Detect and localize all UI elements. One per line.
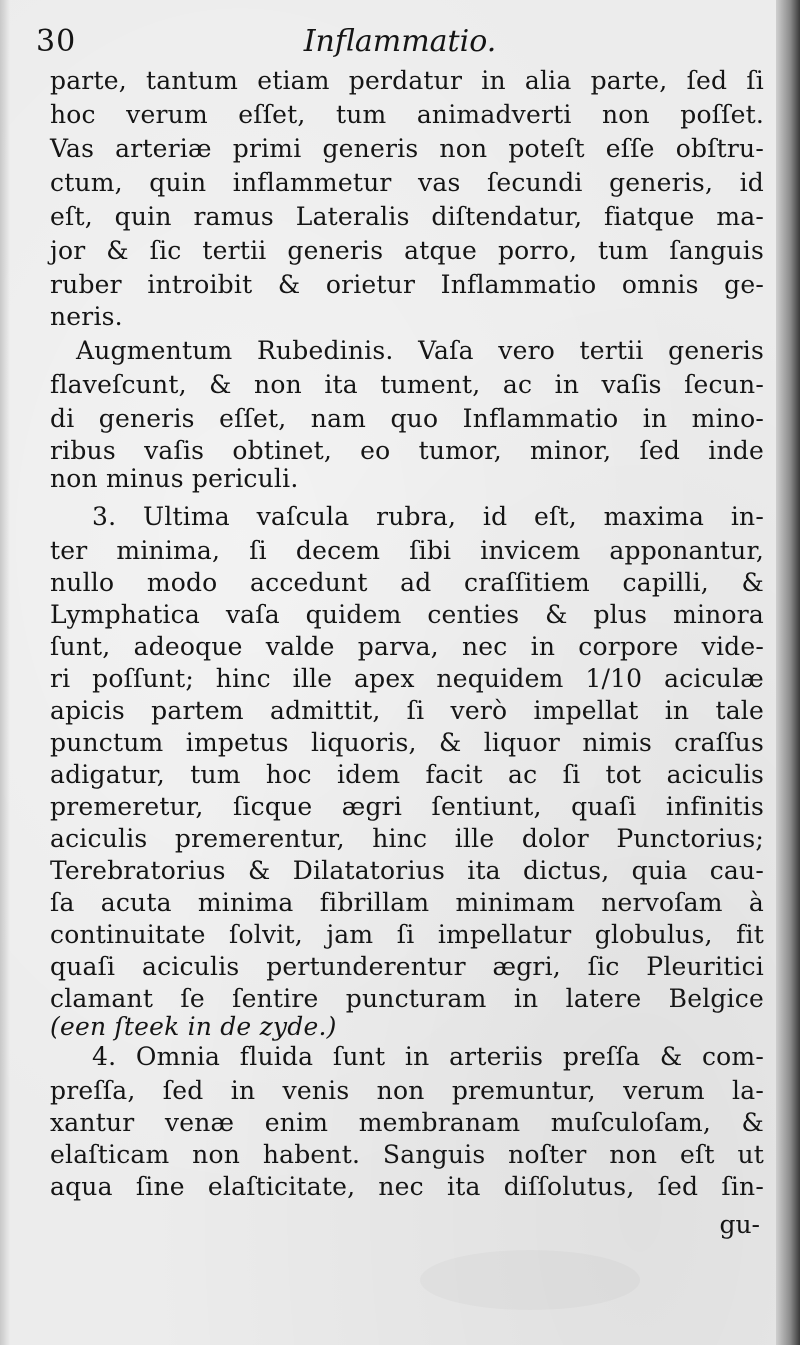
text-line: ri poſſunt; hinc ille apex nequidem 1/10 aciculæ bbox=[50, 664, 764, 693]
text-line: (een ſteek in de zyde.) bbox=[50, 1012, 337, 1041]
text-line: clamant ſe ſentire puncturam in latere Belgice bbox=[50, 984, 764, 1013]
text-line: adigatur, tum hoc idem facit ac ſi tot aciculis bbox=[50, 760, 764, 789]
text-line: premeretur, ſicque ægri ſentiunt, quaſi infinitis bbox=[50, 792, 764, 821]
text-line: neris. bbox=[50, 302, 123, 331]
text-line: hoc verum eſſet, tum animadverti non poſſet. bbox=[50, 100, 764, 129]
running-head: Inflammatio. bbox=[303, 24, 497, 59]
text-line: di generis eſſet, nam quo Inflammatio in mino- bbox=[50, 404, 764, 433]
paragraph-start-line: 4. Omnia fluida ſunt in arteriis preſſa & com- bbox=[92, 1042, 764, 1071]
text-line: jor & ſic tertii generis atque porro, tum ſanguis bbox=[50, 236, 764, 265]
text-line: aciculis premerentur, hinc ille dolor Punctorius; bbox=[50, 824, 764, 853]
text-line: parte, tantum etiam perdatur in alia parte, ſed ſi bbox=[50, 66, 764, 95]
text-line: elaſticam non habent. Sanguis noſter non eſt ut bbox=[50, 1140, 764, 1169]
page-gutter-shadow bbox=[0, 0, 10, 1345]
text-line: ctum, quin inflammetur vas ſecundi generis, id bbox=[50, 168, 764, 197]
text-line: continuitate ſolvit, jam ſi impellatur globulus, fit bbox=[50, 920, 764, 949]
paragraph-start-line: 3. Ultima vaſcula rubra, id eſt, maxima in- bbox=[92, 502, 764, 531]
text-line: Vas arteriæ primi generis non poteſt eſſe obſtru- bbox=[50, 134, 764, 163]
text-line: preſſa, ſed in venis non premuntur, verum la- bbox=[50, 1076, 764, 1105]
text-line: punctum impetus liquoris, & liquor nimis craſſus bbox=[50, 728, 764, 757]
text-line: Terebratorius & Dilatatorius ita dictus, quia cau- bbox=[50, 856, 764, 885]
page-edge-shadow bbox=[776, 0, 800, 1345]
text-line: xantur venæ enim membranam muſculoſam, & bbox=[50, 1108, 764, 1137]
catchword: gu- bbox=[719, 1210, 760, 1239]
text-line: ſunt, adeoque valde parva, nec in corpore vide- bbox=[50, 632, 764, 661]
text-line: aqua ſine elaſticitate, nec ita diſſolutus, ſed ſin- bbox=[50, 1172, 764, 1201]
page-number: 30 bbox=[36, 24, 77, 59]
text-line: flaveſcunt, & non ita tument, ac in vaſis ſecun- bbox=[50, 370, 764, 399]
text-line: ter minima, ſi decem ſibi invicem apponantur, bbox=[50, 536, 764, 565]
text-line: Lymphatica vaſa quidem centies & plus minora bbox=[50, 600, 764, 629]
ink-smudge bbox=[420, 1250, 640, 1310]
text-line: eſt, quin ramus Lateralis diſtendatur, fiatque ma- bbox=[50, 202, 764, 231]
text-line: ribus vaſis obtinet, eo tumor, minor, ſed inde bbox=[50, 436, 764, 465]
text-line: ruber introibit & orietur Inflammatio omnis ge- bbox=[50, 270, 764, 299]
text-line: apicis partem admittit, ſi verò impellat in tale bbox=[50, 696, 764, 725]
text-line: ſa acuta minima fibrillam minimam nervoſam à bbox=[50, 888, 764, 917]
text-line: non minus periculi. bbox=[50, 464, 299, 493]
text-line: nullo modo accedunt ad craſſitiem capilli, & bbox=[50, 568, 764, 597]
text-line: quaſi aciculis pertunderentur ægri, ſic Pleuritici bbox=[50, 952, 764, 981]
section-heading-line: Augmentum Rubedinis. Vaſa vero tertii generis bbox=[76, 336, 764, 365]
